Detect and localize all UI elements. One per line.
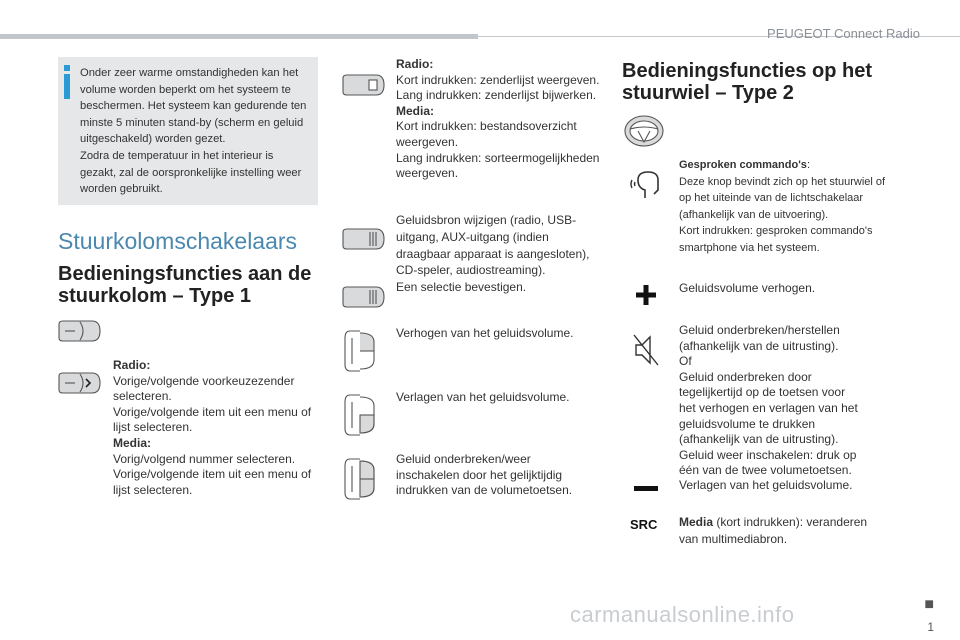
type2-entry-minus-text: Verlagen van het geluidsvolume. [679, 478, 853, 492]
note-box [58, 57, 318, 205]
entry1-media-line2: Lang indrukken: sorteermogelijkheden weergeven. [396, 150, 600, 181]
type2-heading-line2: stuurwiel – Type 2 [622, 82, 794, 104]
entry1-radio-label: Radio: [396, 57, 434, 71]
entry1-radio-line1: Kort indrukken: zenderlijst weergeven. [396, 72, 600, 87]
minus-icon [634, 486, 658, 492]
type1-heading-line1: Bedieningsfuncties aan de [58, 263, 312, 285]
stalk-end-button-icon [340, 72, 386, 98]
entry1-media-label: Media: [396, 103, 435, 118]
type2-entry-plus-text: Geluidsvolume verhogen. [679, 281, 816, 295]
type1-left-entry [113, 358, 313, 498]
type2-entry-src [679, 514, 879, 548]
voice-label-suffix: : [806, 159, 810, 171]
media-label: Media: [113, 435, 152, 450]
src-label: Media [679, 515, 714, 529]
type1-entry-5-text: Geluid onderbreken/weer inschakelen door het gelijktijdig indrukken van de volumetoetsen. [396, 452, 573, 498]
header-rule-bold [0, 34, 478, 39]
media-line2: Vorige/volgende item uit een menu of lijst selecteren. [113, 467, 312, 497]
running-title: PEUGEOT Connect Radio [767, 26, 920, 41]
type1-entry-2-text: Geluidsbron wijzigen (radio, USB-uitgang, AUX-uitgang (indien draagbaar apparaat is aangesloten), CD-speler, audiostreaming). Een selectie bevestigen. [396, 213, 590, 295]
radio-line2: Vorige/volgende item uit een menu of lijst selecteren. [113, 404, 312, 435]
entry1-media-line1: Kort indrukken: bestandsoverzicht weergeven. [396, 119, 577, 149]
src-text: (kort indrukken): veranderen van multimediabron. [679, 515, 868, 546]
type1-entry-1 [396, 57, 606, 182]
type1-entry-3-text: Verhogen van het geluidsvolume. [396, 326, 574, 340]
voice-label: Gesproken commando's [679, 159, 807, 171]
volume-both-buttons-icon [342, 456, 378, 502]
type2-entry-voice [679, 157, 889, 257]
stalk-rotary-icon [340, 226, 386, 252]
note-text: Onder zeer warme omstandigheden kan het volume worden beperkt om het systeem te beschermen. Het systeem kan gedurende ten minste 5 minuten stand-by (scherm en geluid uitgeschakeld) worden gezet. Zodra de temperatuur in het interieur is gezakt, zal de oorspronkelijke instelling weer worden gebruikt. [80, 67, 307, 196]
type1-entry-4-text: Verlagen van het geluidsvolume. [396, 390, 570, 404]
entry1-radio-line2: Lang indrukken: zenderlijst bijwerken. [396, 88, 597, 103]
end-mark: ■ [924, 596, 934, 613]
type2-entry-mute-text: Geluid onderbreken/herstellen (afhankelijk van de uitrusting). Of Geluid onderbreken door tegelijkertijd op de toetsen voor het verhogen en verlagen van het geluidsvolume te drukken (afhankelijk van de uitrusting). Geluid weer inschakelen: druk op één van de twee volumetoetsen. [679, 323, 858, 478]
info-icon [64, 65, 70, 99]
stalk-rocker-arrows-icon [56, 370, 102, 396]
watermark-link[interactable]: carmanualsonline.info [570, 602, 795, 627]
type1-heading-line2: stuurkolom – Type 1 [58, 285, 252, 307]
section-title: Stuurkolomschakelaars [58, 228, 298, 254]
radio-label: Radio: [113, 358, 151, 372]
mute-icon [632, 333, 660, 367]
voice-text: Deze knop bevindt zich op het stuurwiel of op het uiteinde van de lichtschakelaar (afhankelijk van de uitvoering). Kort indrukken: gesproken commando's smartphone via het systeem. [679, 175, 886, 254]
src-icon: SRC [630, 517, 658, 532]
stalk-rotary-press-icon [340, 284, 386, 310]
stalk-rocker-icon [56, 318, 102, 344]
page-number: 1 [927, 620, 934, 634]
radio-line1: Vorige/volgende voorkeuzezender selecteren. [113, 373, 295, 404]
media-line1: Vorig/volgend nummer selecteren. [113, 451, 296, 466]
volume-down-button-icon [342, 392, 378, 438]
type2-heading [622, 60, 922, 104]
plus-icon [634, 283, 658, 307]
voice-command-icon [628, 168, 664, 202]
volume-up-button-icon [342, 328, 378, 374]
type1-heading [58, 263, 318, 307]
steering-wheel-icon [622, 112, 666, 150]
type2-heading-line1: Bedieningsfuncties op het [622, 60, 873, 82]
